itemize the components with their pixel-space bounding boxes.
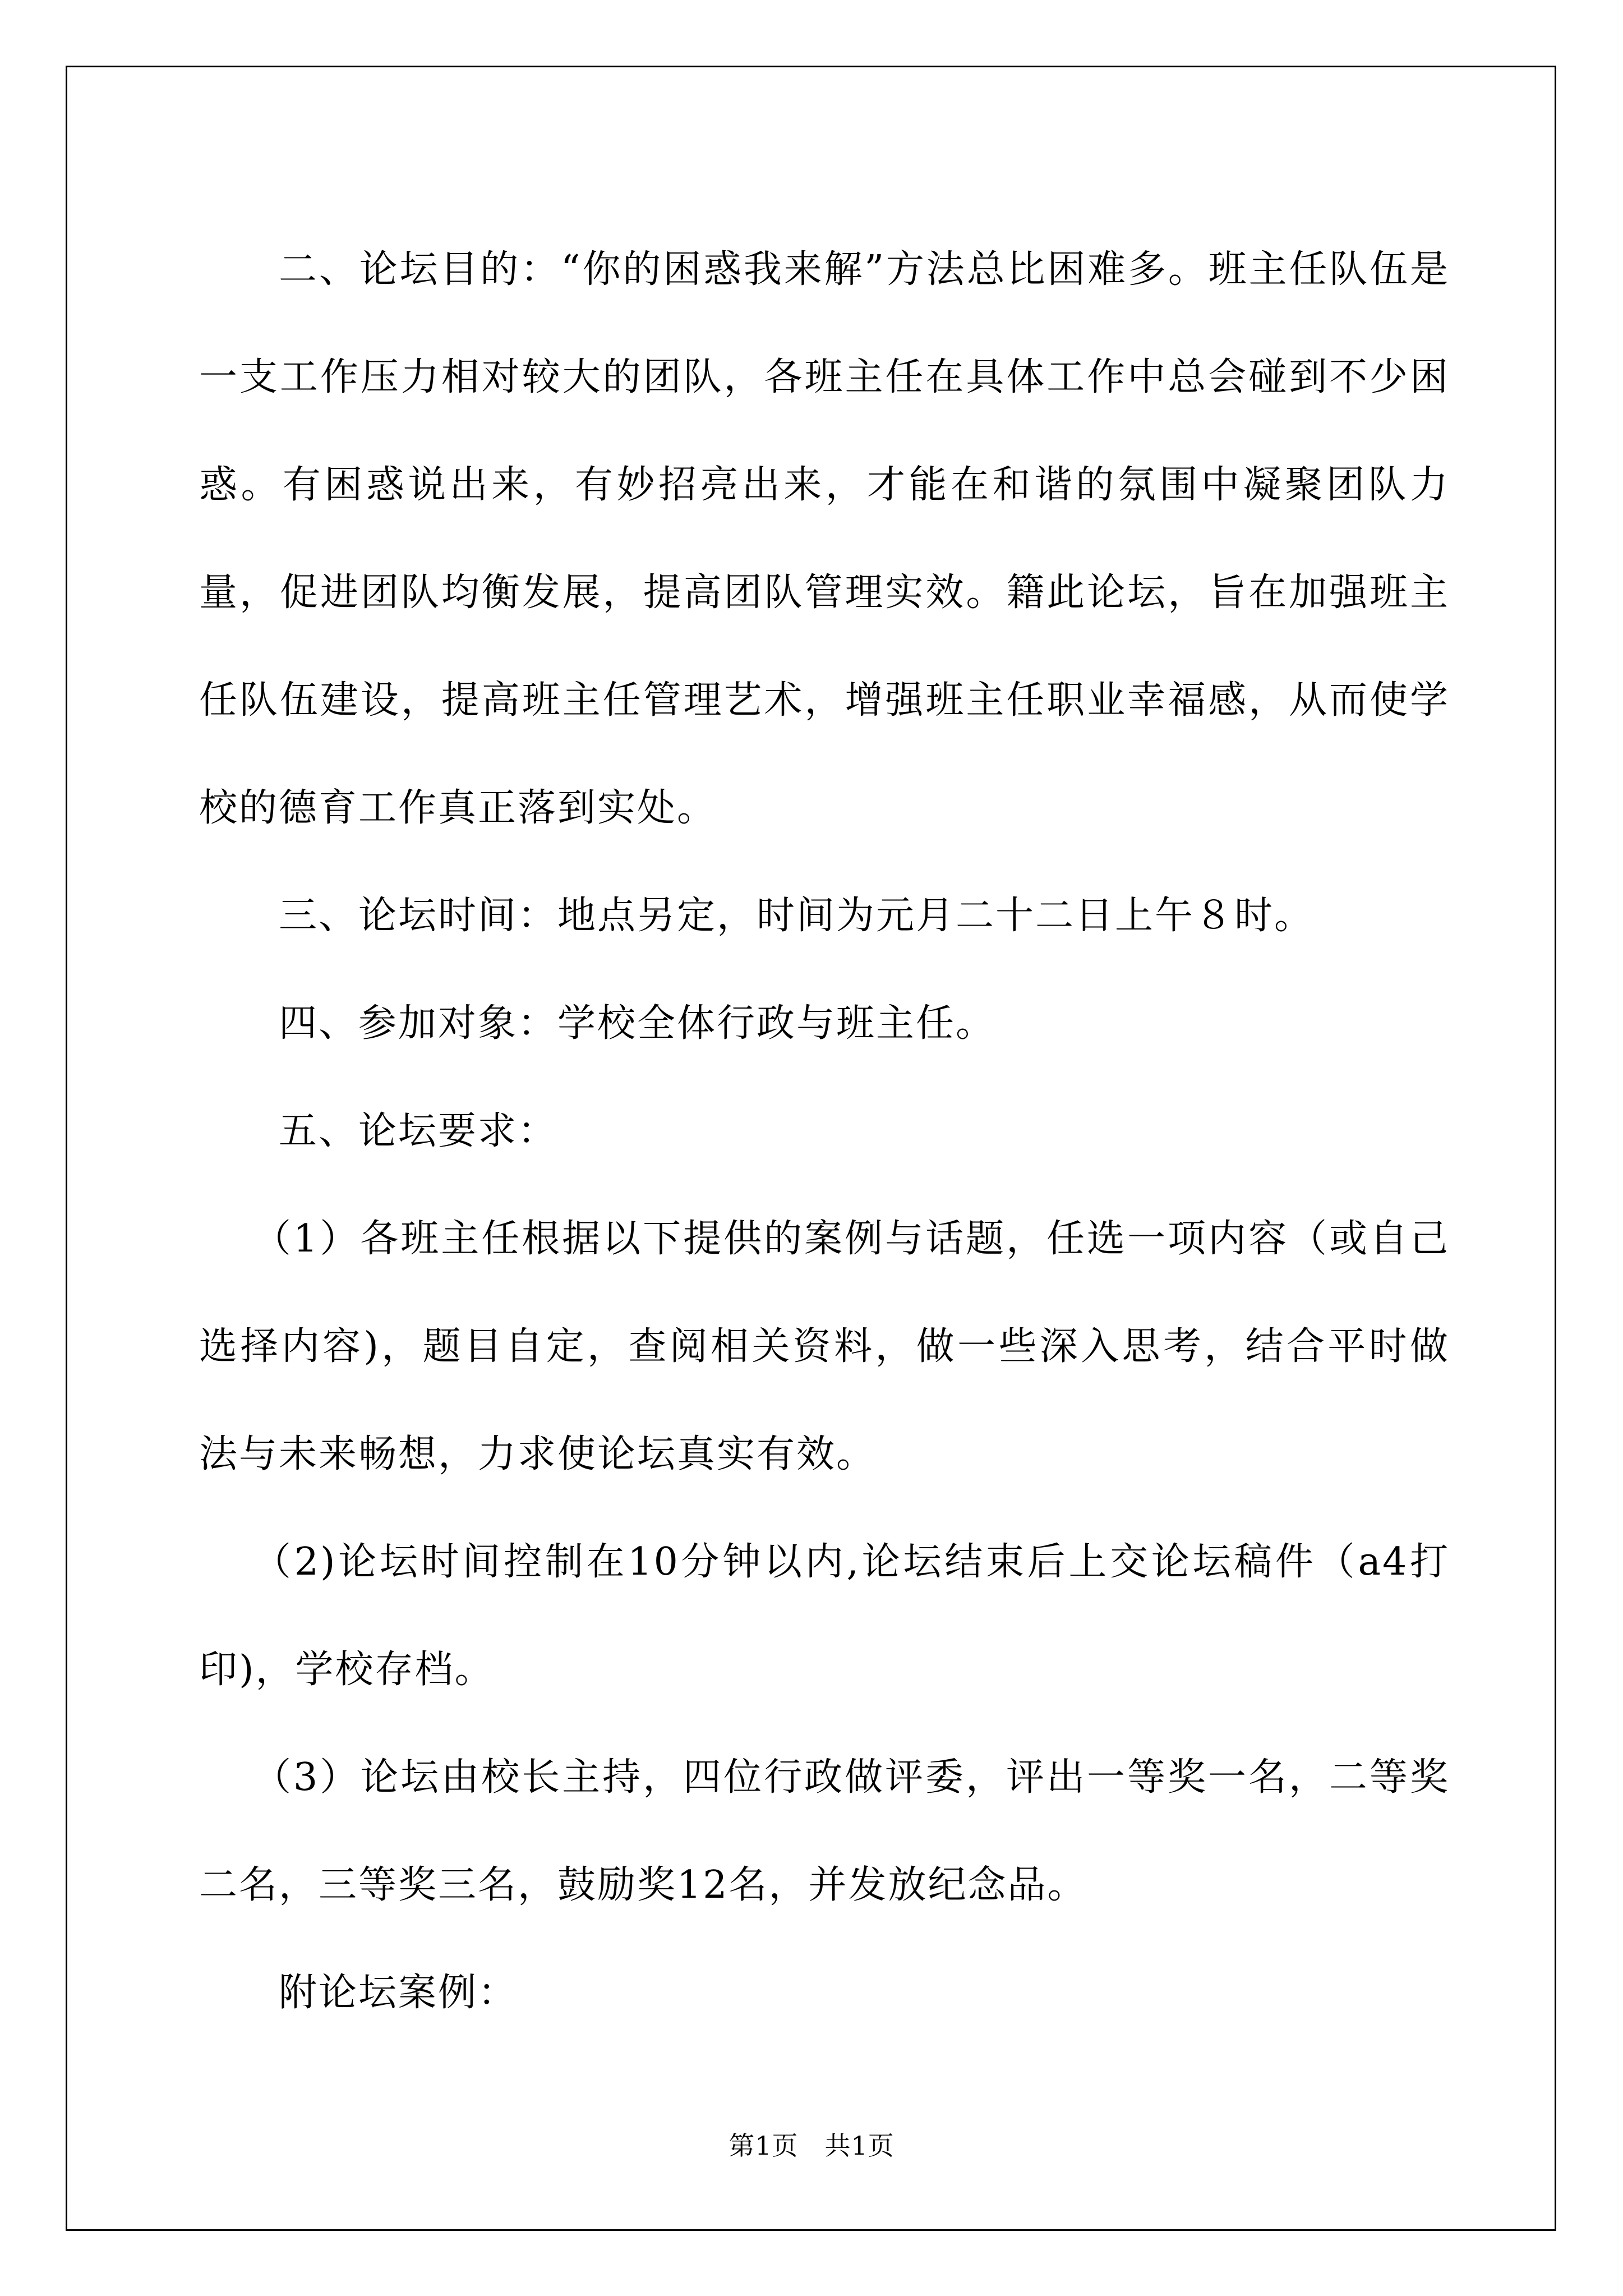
paragraph-forum-time: 三、论坛时间：地点另定，时间为元月二十二日上午８时。 [279,894,1315,938]
paragraph-participants: 四、参加对象：学校全体行政与班主任。 [279,1001,996,1046]
paragraph-requirement-2: （2)论坛时间控制在10分钟以内,论坛结束后上交论坛稿件（a4打印)，学校存档。 [199,1540,1450,1692]
paragraph-requirement-1: （1）各班主任根据以下提供的案例与话题，任选一项内容（或自己选择内容)，题目自定，查阅相关资料，做一些深入思考，结合平时做法与未来畅想，力求使论坛真实有效。 [199,1217,1450,1476]
paragraph-requirements-heading: 五、论坛要求： [279,1109,558,1153]
document-body [199,216,1450,2047]
paragraph-appendix-cases: 附论坛案例： [279,1971,518,2015]
page-number-footer: 第1页 共1页 [728,2131,895,2161]
paragraph-forum-purpose: 二、论坛目的：“你的困惑我来解”方法总比困难多。班主任队伍是一支工作压力相对较大的团队，各班主任在具体工作中总会碰到不少困惑。有困惑说出来，有妙招亮出来，才能在和谐的氛围中凝聚团队力量，促进团队均衡发展，提高团队管理实效。籍此论坛，旨在加强班主任队伍建设，提高班主任管理艺术，增强班主任职业幸福感，从而使学校的德育工作真正落到实处。 [199,247,1450,830]
paragraph-requirement-3: （3）论坛由校长主持，四位行政做评委，评出一等奖一名，二等奖二名，三等奖三名，鼓励奖12名，并发放纪念品。 [199,1755,1450,1907]
